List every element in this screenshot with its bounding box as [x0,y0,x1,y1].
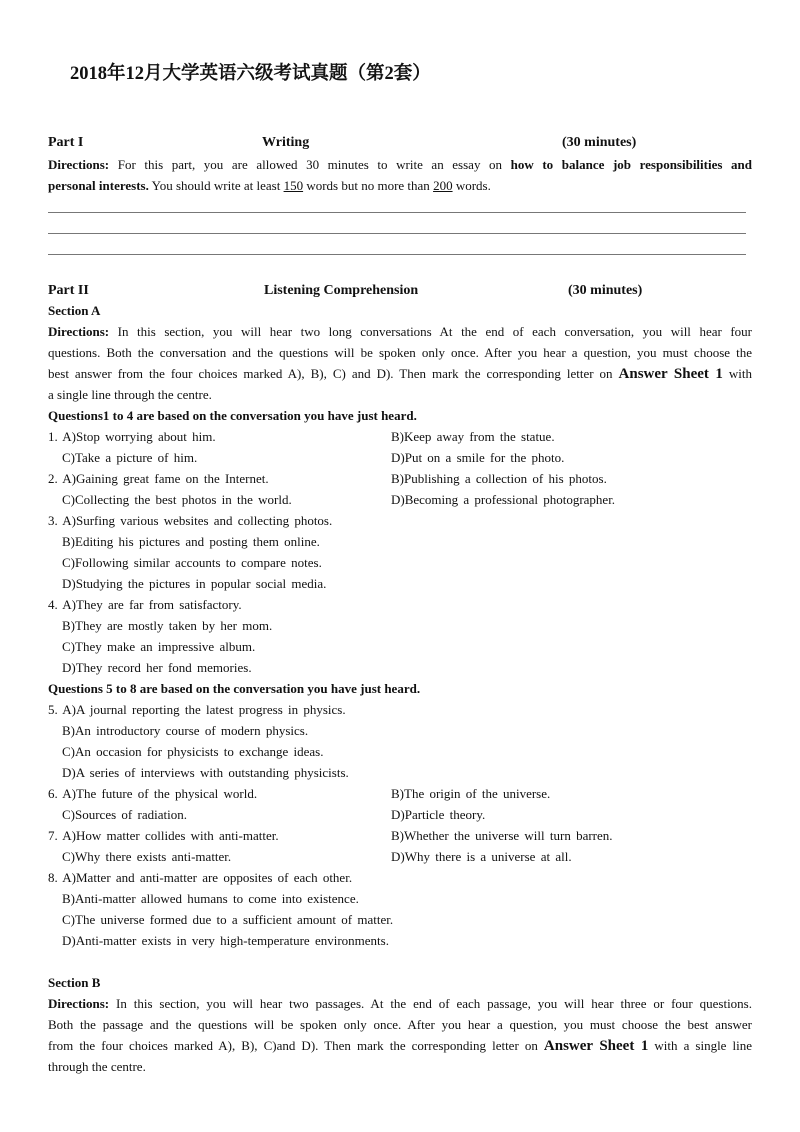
page-title: 2018年12月大学英语六级考试真题（第2套） [70,64,431,84]
writing-line [48,233,746,234]
part1-directions-line1 [48,157,752,173]
question-8-option-c: C)The universe formed due to a sufficient amount of matter. [62,912,394,927]
part1-directions-line2 [48,178,491,194]
question-1-option-d: D)Put on a smile for the photo. [391,450,565,465]
question-2-option-a: 2. A)Gaining great fame on the Internet. [48,471,269,486]
question-2-option-c: C)Collecting the best photos in the world. [62,492,292,507]
question-3-option-b: B)Editing his pictures and posting them online. [62,534,320,549]
section-b-directions-line1 [48,996,752,1012]
question-8-option-b: B)Anti-matter allowed humans to come into existence. [62,891,359,906]
question-8-option-a: 8. A)Matter and anti-matter are opposites of each other. [48,870,353,885]
question-1-option-a: 1. A)Stop worrying about him. [48,429,216,444]
question-3-option-c: C)Following similar accounts to compare notes. [62,555,322,570]
question-3-option-d: D)Studying the pictures in popular social media. [62,576,327,591]
section-a-directions-line1 [48,324,752,340]
question-5-option-a: 5. A)A journal reporting the latest progress in physics. [48,702,346,717]
part2-label: Part II [48,283,89,298]
section-b-heading: Section B [48,975,101,990]
question-group-heading: Questions 5 to 8 are based on the conversation you have just heard. [48,681,421,696]
question-1-option-c: C)Take a picture of him. [62,450,198,465]
answer-sheet-label: Answer Sheet 1 [618,366,723,382]
part1-name: Writing [262,135,310,150]
question-7-option-d: D)Why there is a universe at all. [391,849,572,864]
directions-text: You should write at least [148,178,284,193]
section-a-directions-line3 [48,366,752,382]
question-6-option-d: D)Particle theory. [391,807,486,822]
question-4-option-c: C)They make an impressive album. [62,639,256,654]
directions-label: Directions: [48,157,110,172]
directions-text: For this part, you are allowed 30 minutes to write an essay on [109,157,511,172]
directions-text: with a single line [648,1038,752,1053]
question-1-option-b: B)Keep away from the statue. [391,429,555,444]
answer-sheet-label: Answer Sheet 1 [543,1038,649,1054]
part2-name: Listening Comprehension [264,283,419,298]
question-3-option-a: 3. A)Surfing various websites and collecting photos. [48,513,333,528]
directions-text: In this section, you will hear two long conversations At the end of each conversation, you will hear four [109,324,752,339]
section-b-directions-line2: Both the passage and the questions will be spoken only once. After you hear a question, you must choose the best answer [48,1017,752,1032]
question-4-option-a: 4. A)They are far from satisfactory. [48,597,242,612]
question-5-option-c: C)An occasion for physicists to exchange ideas. [62,744,324,759]
question-2-option-b: B)Publishing a collection of his photos. [391,471,607,486]
question-2-option-d: D)Becoming a professional photographer. [391,492,616,507]
essay-topic: how to balance job responsibilities and [510,157,752,172]
question-7-option-c: C)Why there exists anti-matter. [62,849,232,864]
directions-text: words but no more than [303,178,434,193]
question-4-option-d: D)They record her fond memories. [62,660,252,675]
essay-topic-cont: personal interests. [48,178,149,193]
question-5-option-b: B)An introductory course of modern physics. [62,723,309,738]
max-words: 200 [433,178,453,193]
directions-label: Directions: [48,324,110,339]
question-7-option-b: B)Whether the universe will turn barren. [391,828,613,843]
question-6-option-c: C)Sources of radiation. [62,807,187,822]
directions-text: In this section, you will hear two passages. At the end of each passage, you will hear three or four questions. [109,996,752,1011]
directions-text: with [722,366,752,381]
part1-time: (30 minutes) [562,135,637,150]
directions-text: best answer from the four choices marked A), B), C) and D). Then mark the corresponding letter on [48,366,619,381]
question-7-option-a: 7. A)How matter collides with anti-matter. [48,828,279,843]
writing-line [48,254,746,255]
directions-text: words. [452,178,491,193]
question-6-option-a: 6. A)The future of the physical world. [48,786,258,801]
part2-time: (30 minutes) [568,283,643,298]
part1-label: Part I [48,135,84,150]
writing-line [48,212,746,213]
question-5-option-d: D)A series of interviews with outstanding physicists. [62,765,349,780]
section-a-heading: Section A [48,303,101,318]
question-group-heading: Questions1 to 4 are based on the conversation you have just heard. [48,408,417,423]
min-words: 150 [283,178,304,193]
directions-label: Directions: [48,996,110,1011]
question-4-option-b: B)They are mostly taken by her mom. [62,618,273,633]
section-a-directions-line4: a single line through the centre. [48,387,212,402]
section-b-directions-line3 [48,1038,752,1054]
section-b-directions-line4: through the centre. [48,1059,146,1074]
question-6-option-b: B)The origin of the universe. [391,786,551,801]
section-a-directions-line2: questions. Both the conversation and the questions will be spoken only once. After you hear a question, you must choose the [48,345,752,360]
question-8-option-d: D)Anti-matter exists in very high-temperature environments. [62,933,389,948]
directions-text: from the four choices marked A), B), C)and D). Then mark the corresponding letter on [48,1038,544,1053]
